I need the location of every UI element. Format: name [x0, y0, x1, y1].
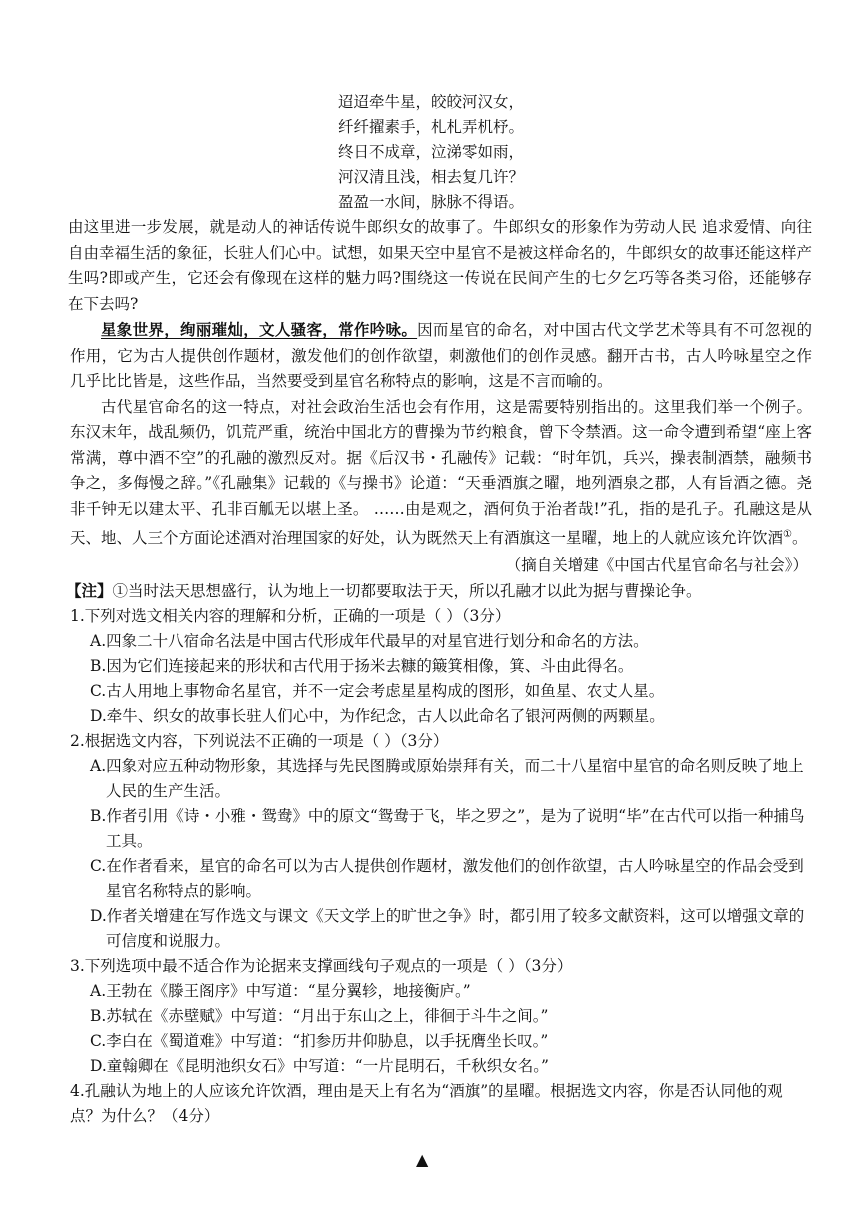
option-b: B.苏轼在《赤壁赋》中写道：“月出于东山之上，徘徊于斗牛之间。”: [90, 1006, 549, 1025]
document-page: [66, 90, 813, 1129]
option-a: A.四象对应五种动物形象，其选择与先民图腾或原始崇拜有关，而二十八星宿中星官的命名则反映了地上人民的生产生活。: [90, 756, 804, 800]
option-d: D.牵牛、织女的故事长驻人们心中，为作纪念，古人以此命名了银河两侧的两颗星。: [90, 706, 665, 725]
paragraph-3-text: 古代星官命名的这一特点，对社会政治生活也会有作用，这是需要特别指出的。这里我们举一个例子。东汉末年，战乱频仍，饥荒严重，统治中国北方的曹操为节约粮食，曾下令禁酒。这一命令遭到希望“座上客常满，尊中酒不空”的孔融的激烈反对。据《后汉书・孔融传》记载：“时年饥，兵兴，操表制酒禁，融频书争之，多侮慢之辞。”《孔融集》记载的《与操书》论道：“天垂酒旗之曜，地列酒泉之郡，人有旨酒之德。尧非千钟无以建太平、孔非百觚无以堪上圣。 ……由是观之，酒何负于治者哉!”孔，指的是孔子。孔融这是从天、地、人三个方面论述酒对治理国家的好处，认为既然天上有酒旗这一星曜，地上的人就应该允许饮酒: [70, 397, 812, 548]
footnote: [66, 578, 812, 604]
paragraph-2: [70, 317, 812, 395]
option-a: A.王勃在《滕王阁序》中写道：“星分翼轸，地接衡庐。”: [90, 981, 471, 1000]
footnote-marker: ①: [783, 529, 792, 540]
option-d: D.童翰卿在《昆明池织女石》中写道：“一片昆明石，千秋织女名。”: [90, 1056, 549, 1075]
option-c: C.在作者看来，星官的命名可以为古人提供创作题材，激发他们的创作欲望，古人吟咏星空的作品会受到星官名称特点的影响。: [90, 856, 804, 900]
paragraph-3-end: 。: [791, 529, 808, 548]
option-c: C.李白在《蜀道难》中写道：“扪参历井仰胁息，以手抚膺坐长叹。”: [90, 1031, 549, 1050]
note-label: 【注】: [66, 580, 113, 600]
question-3: [70, 954, 812, 1079]
question-stem: 3.下列选项中最不适合作为论据来支撑画线句子观点的一项是（ ）（3分）: [70, 956, 573, 975]
question-2: [70, 729, 812, 954]
paragraph-1: 由这里进一步发展，就是动人的神话传说牛郎织女的故事了。牛郎织女的形象作为劳动人民 追求爱情、向往自由幸福生活的象征，长驻人们心中。试想，如果天空中星官不是被这样命名的，牛郎织女的故事还能这样产生吗?即或产生，它还会有像现在这样的魅力吗?围绕这一传说在民间产生的七夕乞巧等各类习俗，还能够存在下去吗?: [68, 218, 813, 313]
underlined-sentence: 星象世界，绚丽璀灿，文人骚客，常作吟咏。: [101, 320, 418, 339]
paragraph-2-text: 因而星官的命名，对中国古代文学艺术等具有不可忽视的作用，它为古人提供创作题材，激发他们的创作欲望，刺激他们的创作灵感。翻开古书，古人吟咏星空之作几乎比比皆是，这些作品，当然要受到星官名称特点的影响，这是不言而喻的。: [70, 321, 812, 390]
option-b: B.作者引用《诗・小雅・鸳鸯》中的原文“鸳鸯于飞，毕之罗之”，是为了说明“毕”在古代可以指一种捕鸟工具。: [90, 806, 805, 850]
paragraph-3: [70, 395, 812, 552]
question-4: 4.孔融认为地上的人应该允许饮酒，理由是天上有名为“酒旗”的星曜。根据选文内容，你是否认同他的观点？为什么？（4分）: [70, 1081, 783, 1125]
option-a: A.四象二十八宿命名法是中国古代形成年代最早的对星官进行划分和命名的方法。: [90, 631, 649, 650]
note-text: ①当时法天思想盛行，认为地上一切都要取法于天，所以孔融才以此为据与曹操论争。: [112, 581, 702, 600]
question-1: [70, 604, 812, 729]
poem-line: 迢迢牵牛星，皎皎河汉女，: [338, 93, 525, 111]
option-d: D.作者关增建在写作选文与课文《天文学上的旷世之争》时，都引用了较多文献资料，这可以增强文章的可信度和说服力。: [90, 906, 805, 950]
option-b: B.因为它们连接起来的形状和古代用于扬米去糠的簸箕相像，箕、斗由此得名。: [90, 656, 634, 675]
triangle-icon: ▲: [416, 1150, 429, 1169]
poem-line: 河汉清且浅，相去复几许？: [338, 168, 525, 186]
question-stem: 2.根据选文内容，下列说法不正确的一项是（ ）（3分）: [70, 731, 449, 750]
poem-line: 盈盈一水间，脉脉不得语。: [338, 193, 525, 211]
option-c: C.古人用地上事物命名星官，并不一定会考虑星星构成的图形，如鱼星、农丈人星。: [90, 681, 665, 700]
source-citation: （摘自关增建《中国古代星官命名与社会》）: [505, 555, 808, 574]
poem-line: 终日不成章，泣涕零如雨，: [338, 143, 525, 161]
poem: [70, 90, 812, 215]
question-stem: 1.下列对选文相关内容的理解和分析，正确的一项是（ ）（3分）: [70, 606, 511, 625]
poem-line: 纤纤擢素手，札札弄机杼。: [338, 118, 525, 136]
